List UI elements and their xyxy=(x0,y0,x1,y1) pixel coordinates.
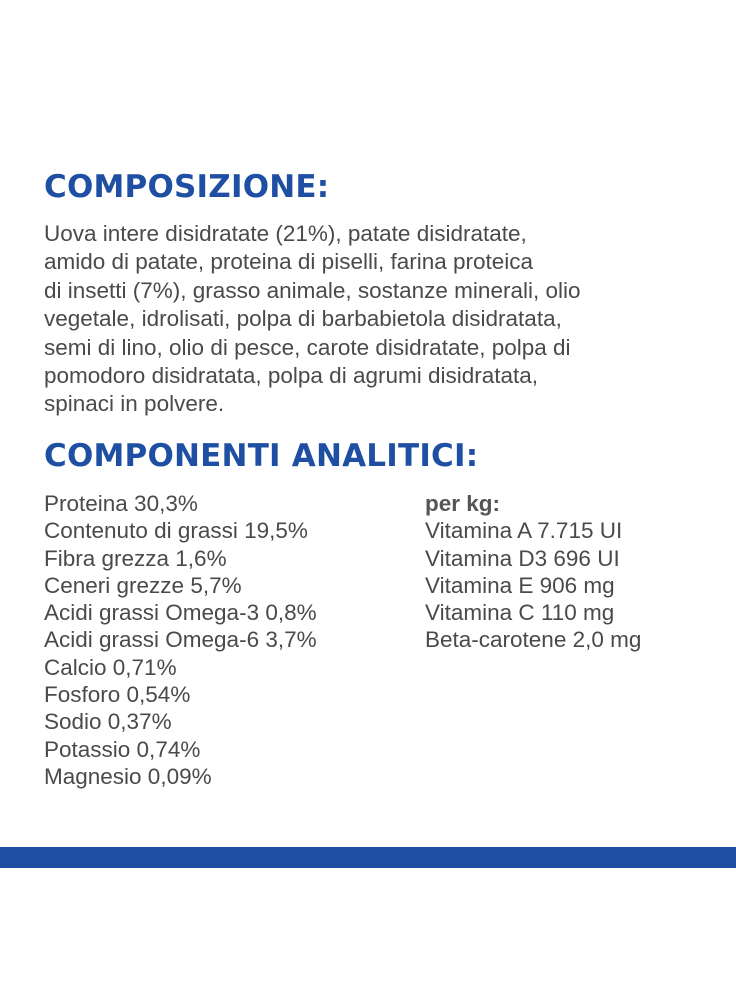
analytic-item-protein: Proteina 30,3% xyxy=(44,491,198,516)
analytic-item-magnesium: Magnesio 0,09% xyxy=(44,763,212,789)
vitamin-item-a: Vitamina A 7.715 UI xyxy=(425,518,623,544)
composition-line: vegetale, idrolisati, polpa di barbabietola disidratata, xyxy=(44,306,562,332)
analytic-item-potassium: Potassio 0,74% xyxy=(44,736,201,762)
composition-text xyxy=(44,220,714,419)
composition-heading: COMPOSIZIONE: xyxy=(44,169,330,205)
analytic-components-list xyxy=(44,490,317,790)
composition-line: amido di patate, proteina di piselli, farina proteica xyxy=(44,249,534,275)
composition-line: di insetti (7%), grasso animale, sostanze minerali, olio xyxy=(44,277,581,303)
analytic-item-sodium: Sodio 0,37% xyxy=(44,709,172,735)
analytic-components-heading: COMPONENTI ANALITICI: xyxy=(44,438,479,474)
composition-line: spinaci in polvere. xyxy=(44,391,225,417)
vitamin-item-beta-carotene: Beta-carotene 2,0 mg xyxy=(425,627,642,653)
vitamin-item-c: Vitamina C 110 mg xyxy=(425,600,615,626)
analytic-item-phosphorus: Fosforo 0,54% xyxy=(44,682,191,708)
composition-line: pomodoro disidratata, polpa di agrumi disidratata, xyxy=(44,363,539,389)
vitamins-per-kg-list xyxy=(425,490,641,654)
analytic-item-fibre: Fibra grezza 1,6% xyxy=(44,545,227,571)
analytic-item-fat: Contenuto di grassi 19,5% xyxy=(44,518,308,544)
analytic-item-omega6: Acidi grassi Omega-6 3,7% xyxy=(44,627,317,653)
blue-band-divider xyxy=(0,847,736,868)
analytic-item-ash: Ceneri grezze 5,7% xyxy=(44,572,242,598)
composition-line: semi di lino, olio di pesce, carote disidratate, polpa di xyxy=(44,334,571,360)
vitamin-item-e: Vitamina E 906 mg xyxy=(425,572,615,598)
composition-line: Uova intere disidratate (21%), patate disidratate, xyxy=(44,221,527,246)
vitamin-item-d3: Vitamina D3 696 UI xyxy=(425,545,620,571)
analytic-item-omega3: Acidi grassi Omega-3 0,8% xyxy=(44,600,317,626)
per-kg-title: per kg: xyxy=(425,491,501,516)
analytic-item-calcium: Calcio 0,71% xyxy=(44,654,177,680)
